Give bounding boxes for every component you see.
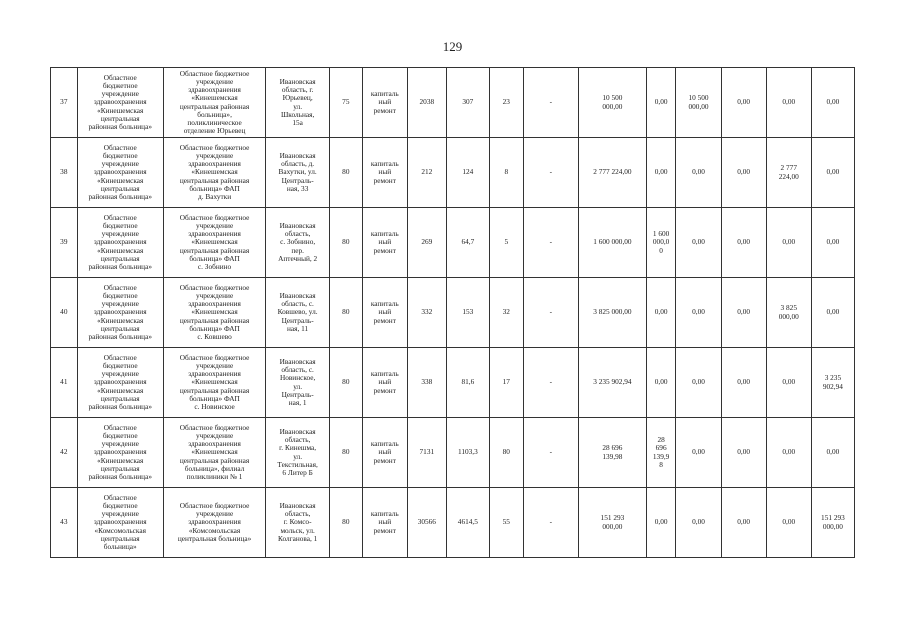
total-cost-cell bbox=[579, 208, 647, 278]
value-cell-text: 338 bbox=[421, 377, 433, 387]
value-cell bbox=[407, 208, 446, 278]
year-amount-cell-text: 0,00 bbox=[692, 167, 705, 177]
wear-cell bbox=[329, 138, 362, 208]
year-amount-cell bbox=[646, 208, 676, 278]
value-cell bbox=[523, 68, 578, 138]
table-row bbox=[51, 278, 855, 348]
value-cell-text: - bbox=[549, 377, 553, 387]
owner-cell bbox=[77, 68, 163, 138]
table-row bbox=[51, 488, 855, 558]
value-cell bbox=[407, 418, 446, 488]
value-cell-text: 17 bbox=[502, 377, 510, 387]
work-type-cell bbox=[362, 138, 407, 208]
year-amount-cell-text: 0,00 bbox=[737, 237, 751, 247]
year-amount-cell-text: 0,00 bbox=[782, 237, 796, 247]
value-cell bbox=[523, 488, 578, 558]
total-cost-cell-text: 28 696 139,98 bbox=[602, 443, 623, 461]
row-number bbox=[51, 418, 78, 488]
value-cell bbox=[523, 138, 578, 208]
work-type-cell bbox=[362, 208, 407, 278]
row-number bbox=[51, 278, 78, 348]
year-amount-cell bbox=[676, 278, 721, 348]
year-amount-cell bbox=[676, 68, 721, 138]
address-cell bbox=[266, 278, 330, 348]
year-amount-cell-text: 0,00 bbox=[737, 97, 751, 107]
wear-cell-text: 75 bbox=[342, 97, 350, 107]
row-number bbox=[51, 68, 78, 138]
total-cost-cell bbox=[579, 68, 647, 138]
year-amount-cell-text: 151 293 000,00 bbox=[821, 513, 845, 531]
owner-cell bbox=[77, 348, 163, 418]
wear-cell-text: 80 bbox=[342, 167, 350, 177]
value-cell bbox=[446, 488, 489, 558]
wear-cell bbox=[329, 418, 362, 488]
year-amount-cell-text: 0,00 bbox=[826, 307, 840, 317]
wear-cell-text: 80 bbox=[342, 307, 350, 317]
total-cost-cell-text: 2 777 224,00 bbox=[593, 167, 632, 177]
owner-cell-text: Областное бюджетное учреждение здравоохранения «Кинешемская центральная районная больница» bbox=[88, 353, 152, 411]
value-cell bbox=[446, 348, 489, 418]
owner-cell-text: Областное бюджетное учреждение здравоохранения «Кинешемская центральная районная больница» bbox=[88, 143, 152, 201]
object-cell bbox=[163, 348, 266, 418]
year-amount-cell bbox=[721, 68, 766, 138]
work-type-cell-text: капиталь ный ремонт bbox=[370, 89, 399, 115]
year-amount-cell bbox=[811, 418, 854, 488]
work-type-cell-text: капиталь ный ремонт bbox=[370, 159, 399, 185]
year-amount-cell bbox=[766, 488, 811, 558]
wear-cell-text: 80 bbox=[342, 377, 350, 387]
value-cell bbox=[523, 208, 578, 278]
value-cell bbox=[407, 348, 446, 418]
value-cell-text: 7131 bbox=[419, 447, 435, 457]
year-amount-cell-text: 0,00 bbox=[692, 517, 705, 527]
work-type-cell-text: капиталь ный ремонт bbox=[370, 509, 399, 535]
year-amount-cell bbox=[676, 138, 721, 208]
row-number bbox=[51, 348, 78, 418]
year-amount-cell bbox=[766, 348, 811, 418]
value-cell bbox=[489, 208, 523, 278]
total-cost-cell-text: 151 293 000,00 bbox=[600, 513, 625, 531]
value-cell-text: 212 bbox=[421, 167, 433, 177]
row-number-text: 41 bbox=[60, 377, 68, 387]
object-cell bbox=[163, 278, 266, 348]
object-cell-text: Областное бюджетное учреждение здравоохранения «Кинешемская центральная районная больница» ФАП с. Новинское bbox=[179, 353, 250, 411]
year-amount-cell-text: 0,00 bbox=[692, 307, 705, 317]
year-amount-cell-text: 0,00 bbox=[737, 517, 751, 527]
owner-cell-text: Областное бюджетное учреждение здравоохранения «Комсомольская центральная больница» bbox=[93, 493, 147, 551]
year-amount-cell-text: 28 696 139,9 8 bbox=[652, 435, 670, 469]
wear-cell bbox=[329, 488, 362, 558]
value-cell bbox=[489, 418, 523, 488]
wear-cell bbox=[329, 348, 362, 418]
year-amount-cell bbox=[766, 418, 811, 488]
value-cell bbox=[446, 138, 489, 208]
value-cell-text: 80 bbox=[502, 447, 510, 457]
year-amount-cell-text: 0,00 bbox=[737, 377, 751, 387]
object-cell-text: Областное бюджетное учреждение здравоохранения «Кинешемская центральная районная больница» ФАП с. Ковшево bbox=[179, 283, 250, 341]
year-amount-cell-text: 0,00 bbox=[826, 237, 840, 247]
value-cell bbox=[407, 278, 446, 348]
owner-cell-text: Областное бюджетное учреждение здравоохранения «Кинешемская центральная районная больница» bbox=[88, 283, 152, 341]
value-cell-text: 64,7 bbox=[461, 237, 475, 247]
owner-cell bbox=[77, 138, 163, 208]
year-amount-cell bbox=[721, 348, 766, 418]
object-cell bbox=[163, 208, 266, 278]
year-amount-cell bbox=[811, 488, 854, 558]
object-cell bbox=[163, 488, 266, 558]
total-cost-cell-text: 3 235 902,94 bbox=[593, 377, 632, 387]
year-amount-cell-text: 0,00 bbox=[782, 517, 796, 527]
value-cell-text: - bbox=[549, 447, 553, 457]
object-cell bbox=[163, 138, 266, 208]
table-row bbox=[51, 208, 855, 278]
work-type-cell bbox=[362, 418, 407, 488]
year-amount-cell-text: 0,00 bbox=[692, 447, 705, 457]
address-cell-text: Ивановская область, с. Ковшево, ул. Централь- ная, 11 bbox=[277, 291, 318, 333]
year-amount-cell-text: 0,00 bbox=[782, 447, 796, 457]
value-cell bbox=[407, 488, 446, 558]
year-amount-cell-text: 0,00 bbox=[737, 307, 751, 317]
address-cell bbox=[266, 348, 330, 418]
row-number-text: 40 bbox=[60, 307, 68, 317]
year-amount-cell bbox=[676, 208, 721, 278]
year-amount-cell-text: 0,00 bbox=[654, 167, 668, 177]
year-amount-cell bbox=[721, 208, 766, 278]
year-amount-cell bbox=[646, 138, 676, 208]
value-cell bbox=[523, 418, 578, 488]
total-cost-cell-text: 10 500 000,00 bbox=[602, 93, 623, 111]
value-cell bbox=[523, 278, 578, 348]
value-cell bbox=[407, 138, 446, 208]
address-cell-text: Ивановская область, г. Комсо- мольск, ул. Колганова, 1 bbox=[277, 501, 318, 543]
work-type-cell-text: капиталь ный ремонт bbox=[370, 299, 399, 325]
year-amount-cell bbox=[811, 278, 854, 348]
year-amount-cell-text: 0,00 bbox=[737, 167, 751, 177]
value-cell bbox=[446, 208, 489, 278]
wear-cell-text: 80 bbox=[342, 237, 350, 247]
value-cell-text: - bbox=[549, 307, 553, 317]
year-amount-cell-text: 3 825 000,00 bbox=[778, 303, 799, 321]
value-cell-text: 81,6 bbox=[461, 377, 475, 387]
value-cell bbox=[489, 488, 523, 558]
owner-cell-text: Областное бюджетное учреждение здравоохранения «Кинешемская центральная районная больница» bbox=[88, 423, 152, 481]
row-number-text: 37 bbox=[60, 97, 68, 107]
year-amount-cell-text: 0,00 bbox=[826, 97, 840, 107]
value-cell-text: 8 bbox=[504, 167, 509, 177]
capital-repair-table bbox=[50, 67, 855, 558]
row-number-text: 42 bbox=[60, 447, 68, 457]
work-type-cell-text: капиталь ный ремонт bbox=[370, 369, 399, 395]
year-amount-cell bbox=[811, 138, 854, 208]
address-cell bbox=[266, 418, 330, 488]
value-cell bbox=[489, 348, 523, 418]
address-cell bbox=[266, 138, 330, 208]
value-cell-text: 30566 bbox=[417, 517, 436, 527]
year-amount-cell-text: 0,00 bbox=[654, 517, 668, 527]
work-type-cell-text: капиталь ный ремонт bbox=[370, 439, 399, 465]
year-amount-cell bbox=[646, 348, 676, 418]
value-cell-text: - bbox=[549, 167, 553, 177]
year-amount-cell-text: 3 235 902,94 bbox=[822, 373, 843, 391]
value-cell bbox=[446, 418, 489, 488]
work-type-cell-text: капиталь ный ремонт bbox=[370, 229, 399, 255]
work-type-cell bbox=[362, 68, 407, 138]
table-row bbox=[51, 348, 855, 418]
wear-cell-text: 80 bbox=[342, 517, 350, 527]
owner-cell bbox=[77, 208, 163, 278]
year-amount-cell bbox=[676, 488, 721, 558]
year-amount-cell bbox=[811, 208, 854, 278]
address-cell-text: Ивановская область, с. Новинское, ул. Централь- ная, 1 bbox=[279, 357, 316, 407]
value-cell-text: 2038 bbox=[419, 97, 435, 107]
total-cost-cell bbox=[579, 418, 647, 488]
total-cost-cell bbox=[579, 278, 647, 348]
year-amount-cell bbox=[646, 278, 676, 348]
row-number bbox=[51, 208, 78, 278]
year-amount-cell-text: 0,00 bbox=[654, 377, 668, 387]
object-cell-text: Областное бюджетное учреждение здравоохранения «Кинешемская центральная районная больница» ФАП с. Зобнино bbox=[179, 213, 250, 271]
address-cell-text: Ивановская область, г. Юрьевец, ул. Школьная, 15а bbox=[279, 77, 316, 127]
address-cell-text: Ивановская область, с. Зобнино, пер. Аптечный, 2 bbox=[278, 221, 318, 263]
value-cell-text: 55 bbox=[502, 517, 510, 527]
year-amount-cell-text: 0,00 bbox=[826, 167, 840, 177]
wear-cell-text: 80 bbox=[342, 447, 350, 457]
row-number-text: 43 bbox=[60, 517, 68, 527]
year-amount-cell-text: 1 600 000,0 0 bbox=[652, 229, 670, 255]
table-row bbox=[51, 138, 855, 208]
year-amount-cell bbox=[721, 138, 766, 208]
total-cost-cell-text: 1 600 000,00 bbox=[593, 237, 632, 247]
value-cell bbox=[446, 278, 489, 348]
row-number bbox=[51, 488, 78, 558]
object-cell-text: Областное бюджетное учреждение здравоохранения «Кинешемская центральная районная больница», поликлиническое отделение Юрьевец bbox=[179, 69, 250, 135]
object-cell-text: Областное бюджетное учреждение здравоохранения «Кинешемская центральная районная больница», филиал поликлиники № 1 bbox=[179, 423, 250, 481]
year-amount-cell bbox=[766, 68, 811, 138]
total-cost-cell bbox=[579, 348, 647, 418]
address-cell-text: Ивановская область, д. Вахутки, ул. Централь- ная, 33 bbox=[278, 151, 317, 193]
year-amount-cell bbox=[646, 488, 676, 558]
year-amount-cell-text: 0,00 bbox=[692, 377, 705, 387]
value-cell-text: 332 bbox=[421, 307, 433, 317]
wear-cell bbox=[329, 278, 362, 348]
year-amount-cell-text: 0,00 bbox=[737, 447, 751, 457]
value-cell-text: 1103,3 bbox=[457, 447, 478, 457]
value-cell-text: 269 bbox=[421, 237, 433, 247]
total-cost-cell bbox=[579, 138, 647, 208]
year-amount-cell bbox=[676, 348, 721, 418]
row-number-text: 39 bbox=[60, 237, 68, 247]
table-row bbox=[51, 68, 855, 138]
value-cell bbox=[523, 348, 578, 418]
wear-cell bbox=[329, 68, 362, 138]
year-amount-cell bbox=[721, 488, 766, 558]
year-amount-cell bbox=[646, 418, 676, 488]
year-amount-cell bbox=[766, 138, 811, 208]
year-amount-cell-text: 0,00 bbox=[654, 97, 668, 107]
year-amount-cell-text: 10 500 000,00 bbox=[688, 93, 709, 111]
address-cell bbox=[266, 488, 330, 558]
year-amount-cell bbox=[646, 68, 676, 138]
value-cell-text: 307 bbox=[462, 97, 474, 107]
total-cost-cell bbox=[579, 488, 647, 558]
owner-cell-text: Областное бюджетное учреждение здравоохранения «Кинешемская центральная районная больница» bbox=[88, 73, 152, 131]
year-amount-cell bbox=[766, 208, 811, 278]
address-cell bbox=[266, 208, 330, 278]
value-cell-text: 23 bbox=[502, 97, 510, 107]
value-cell-text: 153 bbox=[462, 307, 474, 317]
value-cell-text: 4614,5 bbox=[457, 517, 478, 527]
wear-cell bbox=[329, 208, 362, 278]
year-amount-cell-text: 0,00 bbox=[782, 97, 796, 107]
owner-cell bbox=[77, 278, 163, 348]
value-cell-text: 124 bbox=[462, 167, 474, 177]
year-amount-cell bbox=[676, 418, 721, 488]
year-amount-cell bbox=[811, 348, 854, 418]
value-cell bbox=[407, 68, 446, 138]
year-amount-cell bbox=[811, 68, 854, 138]
year-amount-cell bbox=[766, 278, 811, 348]
page-number: 129 bbox=[442, 39, 463, 54]
value-cell bbox=[489, 68, 523, 138]
row-number bbox=[51, 138, 78, 208]
year-amount-cell-text: 0,00 bbox=[826, 447, 840, 457]
owner-cell-text: Областное бюджетное учреждение здравоохранения «Кинешемская центральная районная больница» bbox=[88, 213, 152, 271]
value-cell-text: - bbox=[549, 237, 553, 247]
object-cell bbox=[163, 68, 266, 138]
year-amount-cell bbox=[721, 418, 766, 488]
work-type-cell bbox=[362, 278, 407, 348]
year-amount-cell-text: 0,00 bbox=[654, 307, 668, 317]
value-cell bbox=[489, 278, 523, 348]
value-cell-text: 32 bbox=[502, 307, 510, 317]
table-row bbox=[51, 418, 855, 488]
object-cell bbox=[163, 418, 266, 488]
value-cell bbox=[446, 68, 489, 138]
work-type-cell bbox=[362, 348, 407, 418]
address-cell bbox=[266, 68, 330, 138]
total-cost-cell-text: 3 825 000,00 bbox=[593, 307, 632, 317]
value-cell bbox=[489, 138, 523, 208]
value-cell-text: - bbox=[549, 97, 553, 107]
year-amount-cell-text: 0,00 bbox=[692, 237, 705, 247]
address-cell-text: Ивановская область, г. Кинешма, ул. Текстильная, 6 Литер Б bbox=[277, 427, 318, 477]
object-cell-text: Областное бюджетное учреждение здравоохранения «Комсомольская центральная больница» bbox=[177, 501, 252, 543]
work-type-cell bbox=[362, 488, 407, 558]
row-number-text: 38 bbox=[60, 167, 68, 177]
value-cell-text: 5 bbox=[504, 237, 509, 247]
owner-cell bbox=[77, 488, 163, 558]
object-cell-text: Областное бюджетное учреждение здравоохранения «Кинешемская центральная районная больница» ФАП д. Вахутки bbox=[179, 143, 250, 201]
value-cell-text: - bbox=[549, 517, 553, 527]
year-amount-cell bbox=[721, 278, 766, 348]
owner-cell bbox=[77, 418, 163, 488]
year-amount-cell-text: 0,00 bbox=[782, 377, 796, 387]
year-amount-cell-text: 2 777 224,00 bbox=[778, 163, 799, 181]
